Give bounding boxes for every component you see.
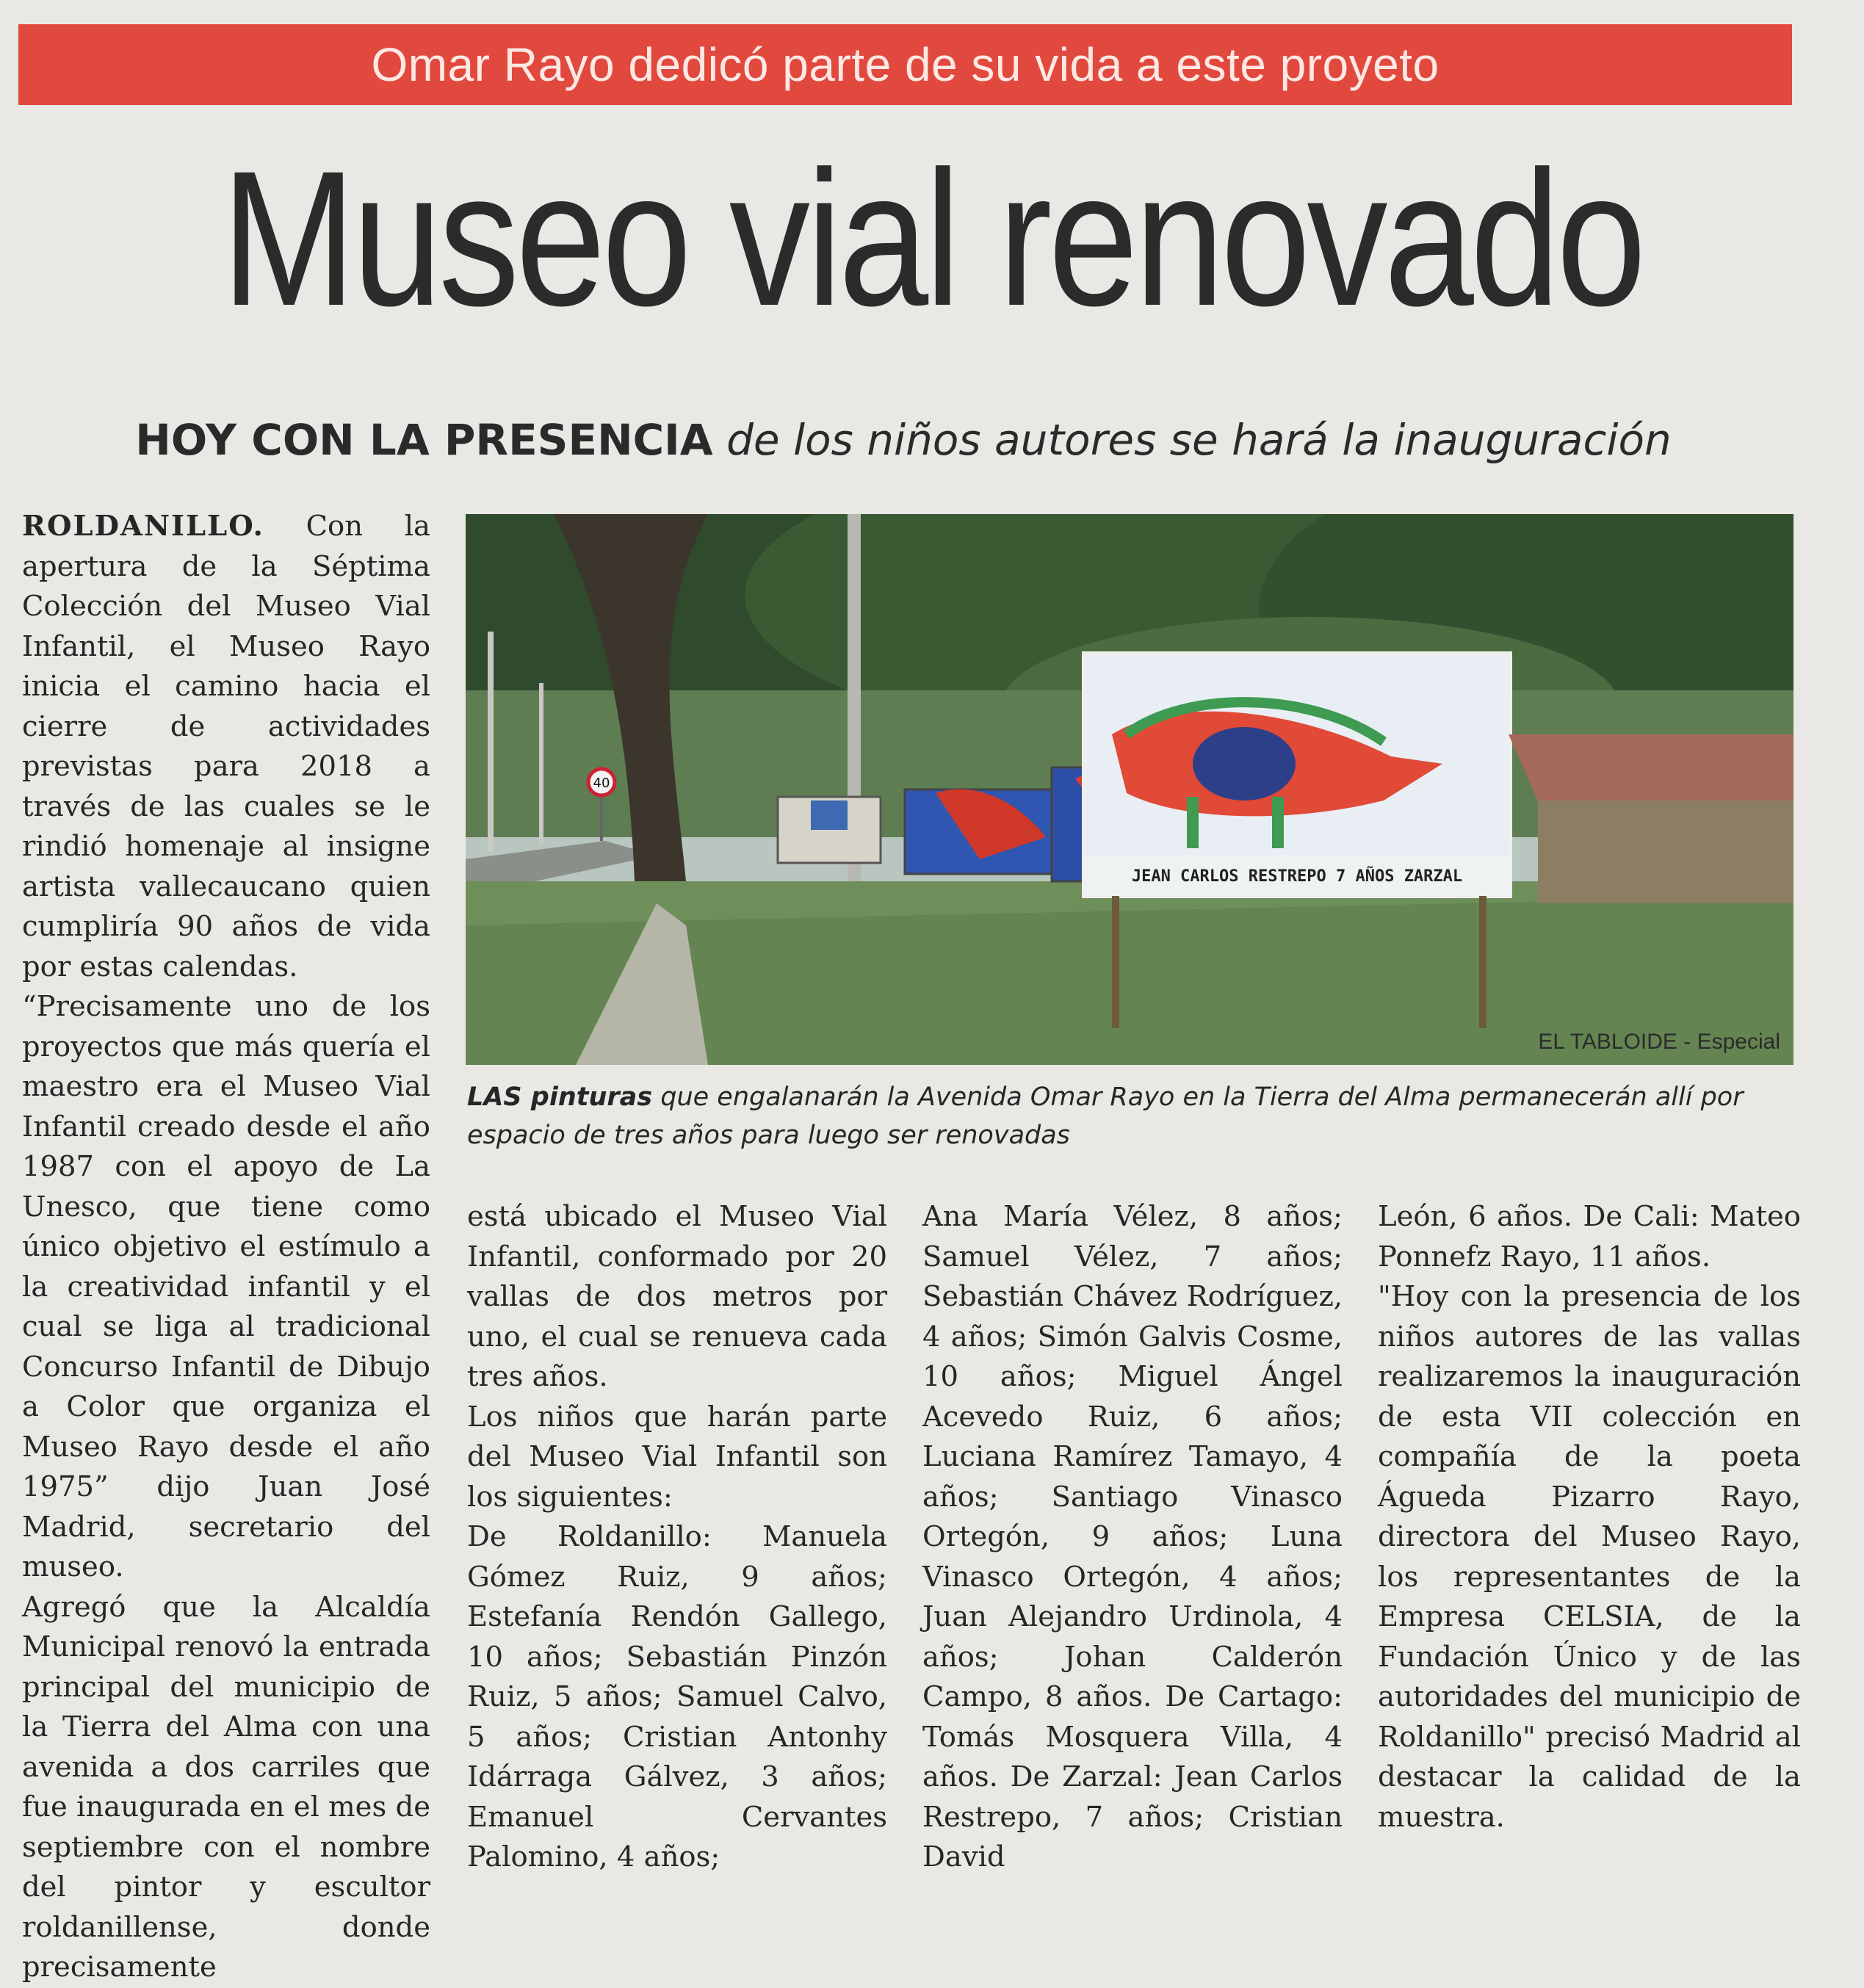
photo-credit: EL TABLOIDE - Especial: [1538, 1030, 1780, 1054]
paragraph: “Precisamente uno de los proyectos que más quería el maestro era el Museo Vial Infantil creado desde el año 1987 con el apoyo de La Unesco, que tiene como único objetivo el estímulo a la creatividad infantil y el cual se liga al tradicional Concurso Infantil de Dibujo a Color que organiza el Museo Rayo desde el año 1975” dijo Juan José Madrid, secretario del museo.: [22, 990, 430, 1583]
deck: [22, 415, 1785, 465]
article-column-3: [922, 1197, 1343, 1878]
paragraph: Los niños que harán parte del Museo Vial Infantil son los siguientes:: [467, 1400, 887, 1514]
article-photo: [466, 514, 1793, 1065]
article-column-4: [1378, 1197, 1801, 1837]
deck-rest: de los niños autores se hará la inauguración: [726, 415, 1672, 465]
headline: Museo vial renovado: [221, 131, 1643, 346]
kicker-banner: [18, 24, 1792, 105]
paragraph: León, 6 años. De Cali: Mateo Ponnefz Rayo, 11 años.: [1378, 1200, 1801, 1273]
board-label: JEAN CARLOS RESTREPO 7 AÑOS ZARZAL: [1131, 867, 1463, 886]
deck-lead: HOY CON LA PRESENCIA: [135, 415, 713, 465]
paragraph: Con la apertura de la Séptima Colección del Museo Vial Infantil, el Museo Rayo inicia el camino hacia el cierre de actividades previstas para 2018 a través de las cuales se le rindió homenaje al insigne artista vallecaucano quien cumpliría 90 años de vida por estas calendas.: [22, 510, 430, 983]
dateline: ROLDANILLO.: [22, 510, 264, 543]
paragraph: está ubicado el Museo Vial Infantil, conformado por 20 vallas de dos metros por uno, el cual se renueva cada tres años.: [467, 1200, 887, 1393]
caption-lead: LAS pinturas: [467, 1082, 653, 1112]
speed-sign-number: 40: [593, 776, 610, 791]
photo-caption: [467, 1078, 1795, 1154]
paragraph: "Hoy con la presencia de los niños autores de las vallas realizaremos la inauguración de esta VII colección en compañía de la poeta Águeda Pizarro Rayo, directora del Museo Rayo, los representantes de la Empresa CELSIA, de la Fundación Único y de las autoridades del municipio de Roldanillo" precisó Madrid al destacar la calidad de la muestra.: [1378, 1280, 1801, 1834]
paragraph: Ana María Vélez, 8 años; Samuel Vélez, 7 años; Sebastián Chávez Rodríguez, 4 años; Simón Galvis Cosme, 10 años; Miguel Ángel Acevedo Ruiz, 6 años; Luciana Ramírez Tamayo, 4 años; Santiago Vinasco Ortegón, 9 años; Luna Vinasco Ortegón, 4 años; Juan Alejandro Urdinola, 4 años; Johan Calderón Campo, 8 años. De Cartago: Tomás Mosquera Villa, 4 años. De Zarzal: Jean Carlos Restrepo, 7 años; Cristian David: [922, 1200, 1343, 1873]
paragraph: De Roldanillo: Manuela Gómez Ruiz, 9 años; Estefanía Rendón Gallego, 10 años; Sebastián Pinzón Ruiz, 5 años; Samuel Calvo, 5 años; Cristian Antonhy Idárraga Gálvez, 3 años; Emanuel Cervantes Palomino, 4 años;: [467, 1520, 887, 1873]
caption-text: que engalanarán la Avenida Omar Rayo en la Tierra del Alma permanecerán allí por espacio de tres años para luego ser renovadas: [467, 1082, 1744, 1150]
article-column-1: [22, 507, 430, 1988]
paragraph: Agregó que la Alcaldía Municipal renovó la entrada principal del municipio de la Tierra del Alma con una avenida a dos carriles que fue inaugurada en el mes de septiembre con el nombre del pintor y escultor roldanillense, donde precisamente: [22, 1590, 430, 1984]
photo-illustration: [466, 514, 1793, 1065]
article-column-2: [467, 1197, 887, 1878]
kicker-text: Omar Rayo dedicó parte de su vida a este proyeto: [371, 38, 1439, 91]
